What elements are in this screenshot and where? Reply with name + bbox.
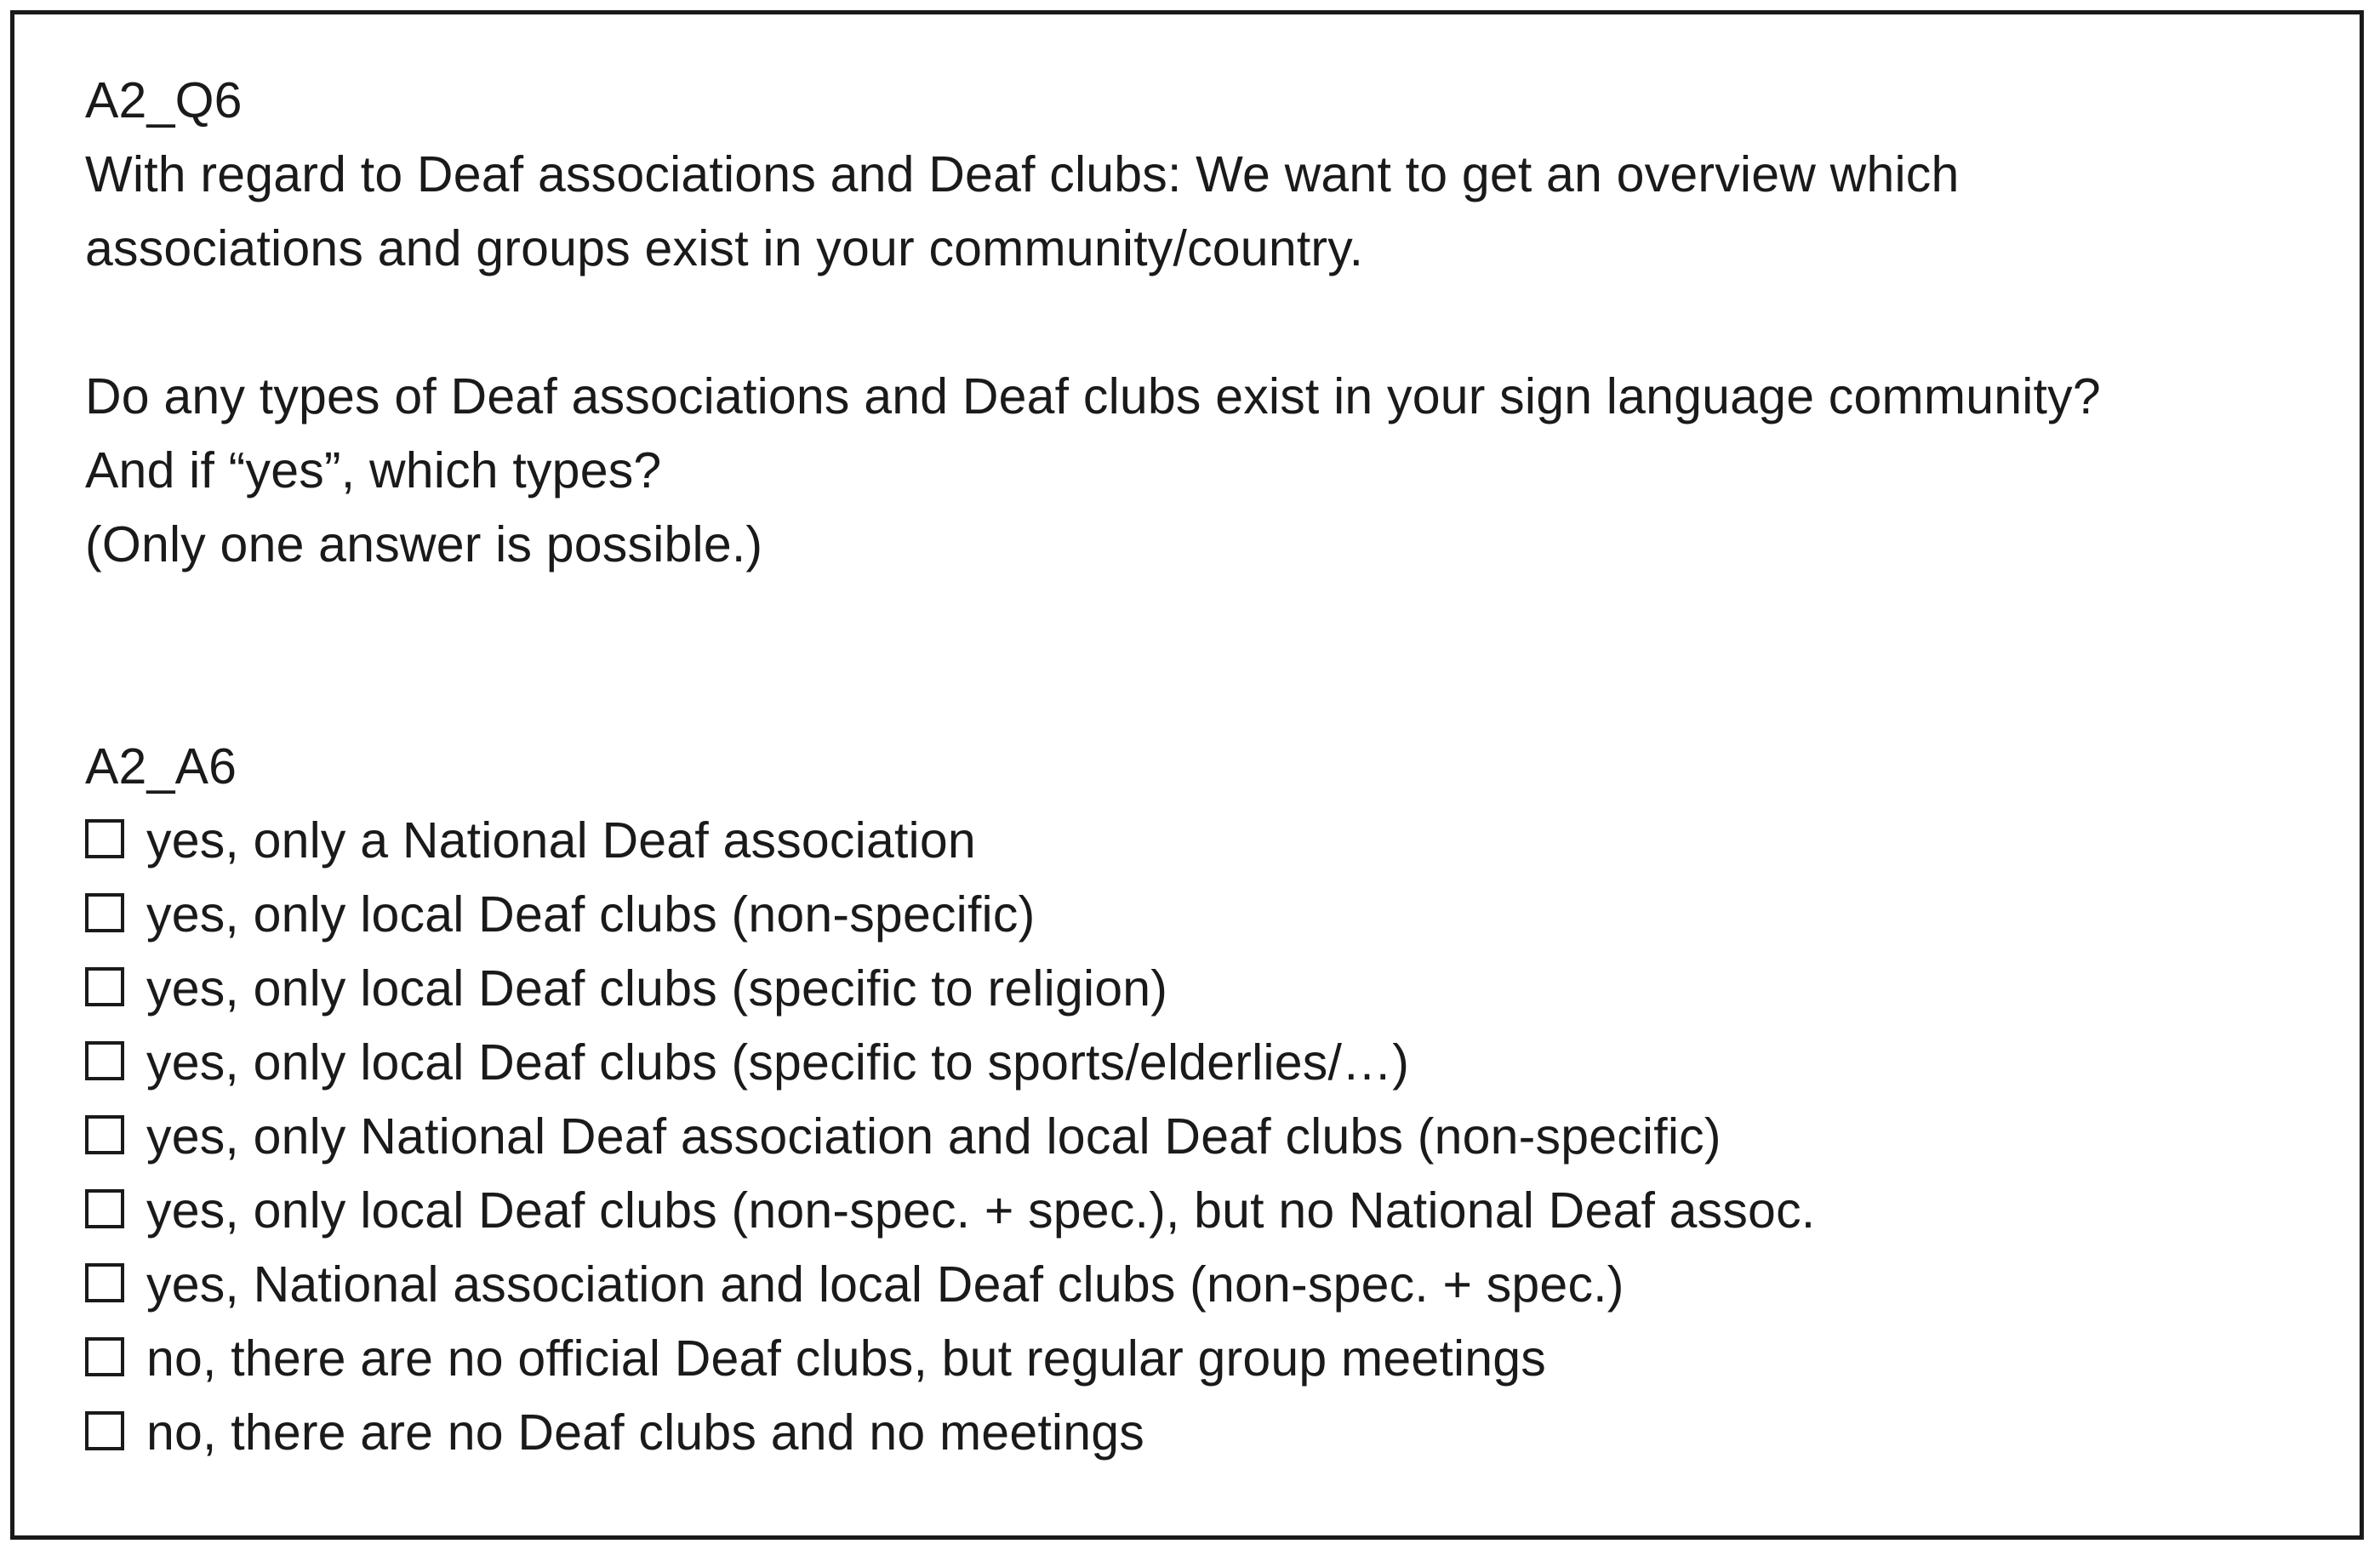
- option-label: no, there are no official Deaf clubs, but regular group meetings: [146, 1330, 1547, 1387]
- spacer: [85, 286, 2314, 360]
- intro-line-1: With regard to Deaf associations and Deaf clubs: We want to get an overview which: [85, 146, 1960, 202]
- option-label: yes, only local Deaf clubs (non-specific): [146, 886, 1036, 943]
- answer-option[interactable]: [85, 1248, 2314, 1322]
- spacer: [85, 582, 2314, 730]
- checkbox[interactable]: [85, 1263, 124, 1302]
- option-label: yes, only National Deaf association and local Deaf clubs (non-specific): [146, 1108, 1721, 1165]
- checkbox[interactable]: [85, 1337, 124, 1376]
- question-box: [10, 10, 2364, 1540]
- checkbox[interactable]: [85, 1115, 124, 1154]
- prompt-line-1: Do any types of Deaf associations and Deaf clubs exist in your sign language community?: [85, 368, 2101, 424]
- option-label: yes, only local Deaf clubs (specific to sports/elderlies/…): [146, 1034, 1410, 1091]
- checkbox[interactable]: [85, 1189, 124, 1228]
- checkbox[interactable]: [85, 1411, 124, 1450]
- option-label: yes, only local Deaf clubs (non-spec. + spec.), but no National Deaf assoc.: [146, 1182, 1816, 1239]
- option-label: yes, National association and local Deaf clubs (non-spec. + spec.): [146, 1256, 1624, 1313]
- answer-option[interactable]: [85, 1174, 2314, 1248]
- answer-id: A2_A6: [85, 738, 237, 795]
- checkbox[interactable]: [85, 893, 124, 932]
- prompt-line-3: (Only one answer is possible.): [85, 516, 763, 572]
- answer-option[interactable]: [85, 1026, 2314, 1100]
- answer-option[interactable]: [85, 952, 2314, 1026]
- answer-option[interactable]: [85, 1100, 2314, 1174]
- answer-option[interactable]: [85, 804, 2314, 878]
- question-id: A2_Q6: [85, 72, 243, 128]
- question-content: [85, 64, 2314, 1470]
- answer-option[interactable]: [85, 1322, 2314, 1396]
- answer-option[interactable]: [85, 1396, 2314, 1470]
- option-label: no, there are no Deaf clubs and no meetings: [146, 1404, 1144, 1461]
- option-label: yes, only a National Deaf association: [146, 812, 976, 869]
- prompt-line-2: And if “yes”, which types?: [85, 442, 662, 498]
- checkbox[interactable]: [85, 819, 124, 858]
- checkbox[interactable]: [85, 967, 124, 1006]
- option-label: yes, only local Deaf clubs (specific to religion): [146, 960, 1168, 1017]
- answer-option[interactable]: [85, 878, 2314, 952]
- intro-line-2: associations and groups exist in your community/country.: [85, 220, 1364, 276]
- checkbox[interactable]: [85, 1041, 124, 1080]
